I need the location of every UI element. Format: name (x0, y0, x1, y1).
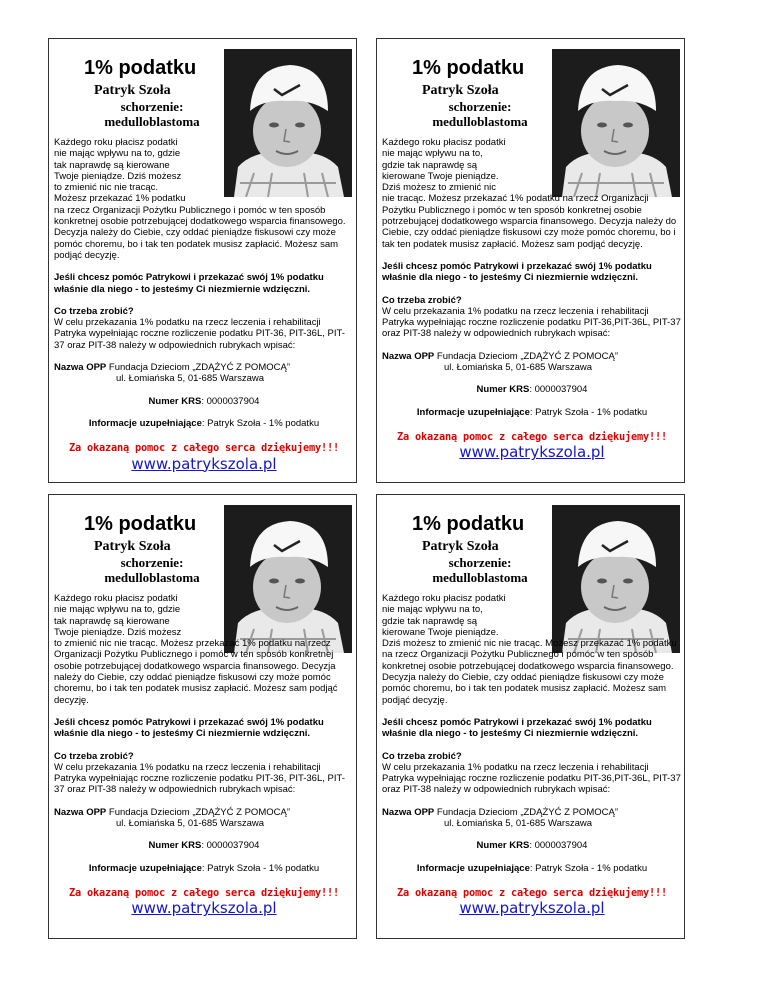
flyer-title: 1% podatku (84, 513, 197, 535)
flyer-sheet (48, 38, 685, 946)
patient-name: Patryk Szoła (94, 83, 171, 98)
intro-paragraph: na rzecz Organizacji Pożytku Publicznego i pomóc w ten sposób konkretnej osobie potrzebującej dodatkowego wsparcia finansowego. Decyzja należy do Ciebie, czy oddać pieniądze fiskusowi czy może pomóc choremu, bo i tak ten podatek musisz zapłacić. Możesz sam podjąć decyzję. (54, 204, 346, 261)
intro-lines (54, 137, 199, 205)
intro-paragraph: to zmienić nic nie tracąc. Możesz przekazać 1% podatku na rzecz Organizacji Pożytku Publicznego i pomóc w ten sposób konkretnej osobie potrzebującej dodatkowego wsparcia finansowego. Decyzja należy do Ciebie, czy oddać pieniądze fiskusowi czy może pomóc choremu, bo i tak ten podatek musisz zapłacić. Możesz sam podjąć decyzję. (54, 638, 338, 706)
krs-value: : 0000037904 (529, 840, 588, 852)
flyer (48, 38, 357, 483)
flyer-body (382, 593, 682, 918)
flyer-body (382, 137, 682, 462)
website-link[interactable]: www.patrykszola.pl (131, 899, 277, 918)
flyer-content (382, 495, 679, 938)
thanks-text: Za okazaną pomoc z całego serca dziękujemy!!! (397, 430, 667, 443)
howto-title: Co trzeba zrobić? (382, 750, 462, 762)
appeal-text: Jeśli chcesz pomóc Patrykowi i przekazać swój 1% podatku właśnie dla niego - to jesteśmy Ci niezmiernie wdzięczni. (54, 716, 324, 740)
krs-label: Numer KRS (476, 840, 530, 852)
diagnosis-name: medulloblastoma (104, 570, 200, 585)
flyer (376, 494, 685, 939)
appeal-text: Jeśli chcesz pomóc Patrykowi i przekazać swój 1% podatku właśnie dla niego - to jesteśmy Ci niezmiernie wdzięczni. (54, 272, 324, 295)
intro-line: kierowane Twoje pieniądze. (382, 170, 499, 182)
intro-line: tak naprawdę są kierowane (54, 159, 170, 171)
intro-line: Twoje pieniądze. Dziś możesz (54, 170, 182, 182)
info-label: Informacje uzupełniające (416, 406, 530, 418)
diagnosis-label: schorzenie: (120, 99, 184, 114)
flyer-title: 1% podatku (412, 57, 525, 79)
info-line (382, 863, 682, 874)
opp-line (54, 362, 354, 373)
appeal-text: Jeśli chcesz pomóc Patrykowi i przekazać swój 1% podatku właśnie dla niego - to jesteśmy Ci niezmiernie wdzięczni. (382, 260, 652, 284)
opp-name: Fundacja Dzieciom „ZDĄŻYĆ Z POMOCĄ” (106, 806, 290, 818)
krs-line (54, 396, 354, 407)
intro-line: gdzie tak naprawdę są (382, 159, 478, 171)
howto-text: W celu przekazania 1% podatku na rzecz leczenia i rehabilitacji Patryka wypełniając roczne rozliczenie podatku PIT-36, PIT-36L, PIT-37 oraz PIT-38 należy w odpowiednich rubrykach wpisać: (54, 761, 345, 796)
krs-label: Numer KRS (148, 395, 202, 407)
intro-line: tak naprawdę są kierowane (54, 615, 170, 627)
intro-lines (382, 593, 527, 638)
info-value: : Patryk Szoła - 1% podatku (529, 406, 648, 418)
thanks-text: Za okazaną pomoc z całego serca dziękujemy!!! (69, 442, 339, 455)
diagnosis-label: schorzenie: (120, 555, 184, 570)
flyer-content (54, 495, 351, 938)
intro-line: gdzie tak naprawdę są (382, 615, 478, 627)
opp-label: Nazwa OPP (382, 350, 435, 362)
krs-line (54, 840, 354, 851)
diagnosis-block (92, 99, 212, 129)
krs-label: Numer KRS (148, 840, 202, 852)
diagnosis-block (92, 555, 212, 585)
opp-line (382, 351, 682, 362)
intro-line: to zmienić nic nie tracąc. (54, 182, 159, 194)
flyer (48, 494, 357, 939)
krs-value: : 0000037904 (201, 395, 260, 407)
flyer-body (54, 593, 354, 918)
intro-line: Każdego roku płacisz podatki (382, 593, 506, 604)
intro-line: nie mając wpływu na to, (382, 148, 483, 160)
opp-name: Fundacja Dzieciom „ZDĄŻYĆ Z POMOCĄ” (106, 362, 290, 374)
intro-lines (382, 137, 527, 193)
intro-line: Twoje pieniądze. Dziś możesz (54, 626, 182, 638)
intro-lines (54, 593, 199, 638)
howto-text: W celu przekazania 1% podatku na rzecz leczenia i rehabilitacji Patryka wypełniając roczne rozliczenie podatku PIT-36,PIT-36L, PIT-37 oraz PIT-38 należy w odpowiednich rubrykach wpisać: (382, 761, 681, 796)
opp-label: Nazwa OPP (382, 806, 435, 818)
krs-value: : 0000037904 (201, 840, 260, 852)
flyer (376, 38, 685, 483)
info-line (382, 407, 682, 418)
flyer-title: 1% podatku (412, 513, 525, 535)
intro-line: kierowane Twoje pieniądze. (382, 626, 499, 638)
diagnosis-block (420, 555, 540, 585)
thanks-text: Za okazaną pomoc z całego serca dziękujemy!!! (397, 886, 667, 899)
diagnosis-label: schorzenie: (448, 555, 512, 570)
opp-address: ul. Łomiańska 5, 01-685 Warszawa (444, 818, 593, 830)
flyer-title: 1% podatku (84, 57, 197, 79)
info-line (54, 418, 354, 429)
opp-address: ul. Łomiańska 5, 01-685 Warszawa (116, 818, 265, 830)
intro-line: nie mając wpływu na to, gdzie (54, 148, 181, 160)
intro-line: Dziś możesz to zmienić nic (382, 182, 497, 194)
intro-line: Każdego roku płacisz podatki (54, 593, 178, 604)
info-label: Informacje uzupełniające (88, 417, 202, 429)
website-link[interactable]: www.patrykszola.pl (131, 454, 277, 473)
howto-title: Co trzeba zrobić? (54, 305, 134, 317)
website-link[interactable]: www.patrykszola.pl (459, 899, 605, 918)
info-value: : Patryk Szoła - 1% podatku (529, 862, 648, 874)
thanks-text: Za okazaną pomoc z całego serca dziękujemy!!! (69, 886, 339, 899)
diagnosis-block (420, 99, 540, 129)
patient-name: Patryk Szoła (422, 83, 499, 98)
intro-line: nie mając wpływu na to, gdzie (54, 604, 181, 616)
website-link[interactable]: www.patrykszola.pl (459, 443, 605, 462)
patient-name: Patryk Szoła (422, 539, 499, 554)
intro-paragraph: nie tracąc. Możesz przekazać 1% podatku na rzecz Organizacji Pożytku Publicznego i pomóc w ten sposób konkretnej osobie potrzebującej dodatkowego wsparcia finansowego. Decyzja należy do Ciebie, czy oddać pieniądze fiskusowi czy może pomóc choremu, bo i tak ten podatek musisz zapłacić. Możesz sam podjąć decyzję. (382, 193, 677, 250)
opp-name: Fundacja Dzieciom „ZDĄŻYĆ Z POMOCĄ” (434, 350, 618, 362)
opp-line (382, 807, 682, 818)
opp-address: ul. Łomiańska 5, 01-685 Warszawa (444, 362, 593, 374)
info-value: : Patryk Szoła - 1% podatku (201, 417, 320, 429)
howto-text: W celu przekazania 1% podatku na rzecz leczenia i rehabilitacji Patryka wypełniając roczne rozliczenie podatku PIT-36, PIT-36L, PIT-37 oraz PIT-38 należy w odpowiednich rubrykach wpisać: (54, 317, 345, 351)
info-label: Informacje uzupełniające (88, 862, 202, 874)
krs-label: Numer KRS (476, 384, 530, 396)
intro-line: Każdego roku płacisz podatki (54, 137, 178, 148)
appeal-text: Jeśli chcesz pomóc Patrykowi i przekazać swój 1% podatku właśnie dla niego - to jesteśmy Ci niezmiernie wdzięczni. (382, 716, 652, 740)
krs-line (382, 384, 682, 395)
opp-label: Nazwa OPP (54, 806, 107, 818)
info-label: Informacje uzupełniające (416, 862, 530, 874)
howto-text: W celu przekazania 1% podatku na rzecz leczenia i rehabilitacji Patryka wypełniając roczne rozliczenie podatku PIT-36,PIT-36L, PIT-37 oraz PIT-38 należy w odpowiednich rubrykach wpisać: (382, 305, 681, 340)
opp-name: Fundacja Dzieciom „ZDĄŻYĆ Z POMOCĄ” (434, 806, 618, 818)
info-line (54, 863, 354, 874)
info-value: : Patryk Szoła - 1% podatku (201, 862, 320, 874)
opp-line (54, 807, 354, 818)
flyer-content (382, 39, 679, 482)
patient-name: Patryk Szoła (94, 539, 171, 554)
diagnosis-name: medulloblastoma (432, 114, 528, 129)
flyer-content (54, 39, 351, 482)
krs-line (382, 840, 682, 851)
opp-label: Nazwa OPP (54, 362, 107, 374)
intro-paragraph: Dziś możesz to zmienić nic nie tracąc. Możesz przekazać 1% podatku na rzecz Organizacji Pożytku Publicznego i pomóc w ten sposób konkretnej osobie potrzebującej dodatkowego wsparcia finansowego. Decyzja należy do Ciebie, czy oddać pieniądze fiskusowi czy może pomóc choremu, bo i tak ten podatek musisz zapłacić. Możesz sam podjąć decyzję. (382, 638, 677, 706)
intro-line: Możesz przekazać 1% podatku (54, 193, 186, 205)
diagnosis-name: medulloblastoma (432, 570, 528, 585)
diagnosis-label: schorzenie: (448, 99, 512, 114)
howto-title: Co trzeba zrobić? (382, 294, 462, 306)
intro-line: Każdego roku płacisz podatki (382, 137, 506, 148)
opp-address: ul. Łomiańska 5, 01-685 Warszawa (116, 373, 265, 385)
flyer-body (54, 137, 354, 473)
diagnosis-name: medulloblastoma (104, 114, 200, 129)
howto-title: Co trzeba zrobić? (54, 750, 134, 762)
krs-value: : 0000037904 (529, 384, 588, 396)
intro-line: nie mając wpływu na to, (382, 604, 483, 616)
